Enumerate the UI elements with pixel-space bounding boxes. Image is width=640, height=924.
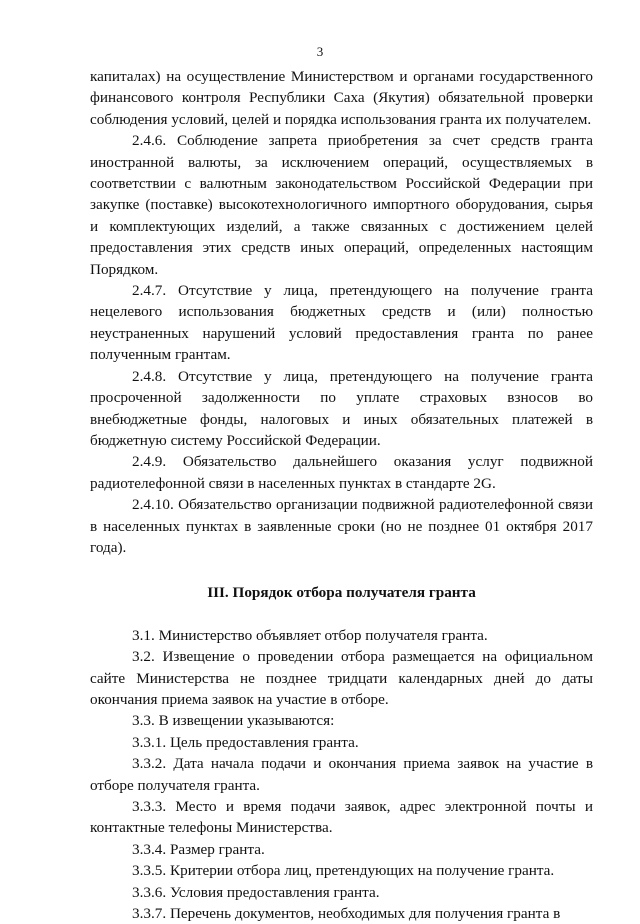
paragraph: 3.3.4. Размер гранта. xyxy=(132,840,265,858)
document-body xyxy=(90,66,593,924)
section-heading: III. Порядок отбора получателя гранта xyxy=(207,584,476,602)
paragraph: 3.3.5. Критерии отбора лиц, претендующих на получение гранта. xyxy=(132,862,555,880)
paragraph: 3.3.3. Место и время подачи заявок, адрес электронной почты и контактные телефоны Министерства. xyxy=(90,798,593,837)
paragraph: капиталах) на осуществление Министерством и органами государственного финансового контроля Республики Саха (Якутия) обязательной проверки соблюдения условий, целей и порядка использования гранта их получателем. xyxy=(90,68,593,128)
paragraph: 2.4.7. Отсутствие у лица, претендующего на получение гранта нецелевого использования бюджетных средств и (или) полностью неустраненных нарушений условий предоставления гранта по ранее полученным грантам. xyxy=(90,282,593,364)
paragraph: 3.3.6. Условия предоставления гранта. xyxy=(132,883,380,901)
paragraph: 3.3.1. Цель предоставления гранта. xyxy=(132,733,359,751)
paragraph: 2.4.8. Отсутствие у лица, претендующего на получение гранта просроченной задолженности по уплате страховых взносов во внебюджетные фонды, налоговых и иных обязательных платежей в бюджетную систему Российской Федерации. xyxy=(90,367,593,449)
paragraphs-before xyxy=(90,66,593,558)
paragraph: 3.3.2. Дата начала подачи и окончания приема заявок на участие в отборе получателя гранта. xyxy=(90,755,593,794)
paragraph: 3.3.7. Перечень документов, необходимых для получения гранта в xyxy=(132,905,561,923)
paragraphs-after xyxy=(90,625,593,924)
paragraph: 2.4.10. Обязательство организации подвижной радиотелефонной связи в населенных пунктах в заявленные сроки (но не позднее 01 октября 2017 года). xyxy=(90,496,593,556)
paragraph: 3.2. Извещение о проведении отбора размещается на официальном сайте Министерства не позднее тридцати календарных дней до даты окончания приема заявок на участие в отборе. xyxy=(90,648,593,708)
paragraph: 3.1. Министерство объявляет отбор получателя гранта. xyxy=(132,626,488,644)
paragraph: 2.4.9. Обязательство дальнейшего оказания услуг подвижной радиотелефонной связи в населенных пунктах в стандарте 2G. xyxy=(90,453,593,492)
page-number: 3 xyxy=(316,44,324,59)
paragraph: 3.3. В извещении указываются: xyxy=(132,712,335,730)
paragraph: 2.4.6. Соблюдение запрета приобретения за счет средств гранта иностранной валюты, за исключением операций, осуществляемых в соответствии с валютным законодательством Российской Федерации при закупке (поставке) высокотехнологичного импортного оборудования, сырья и комплектующих изделий, а также связанных с достижением целей предоставления этих средств иных операций, определенных настоящим Порядком. xyxy=(90,132,593,278)
